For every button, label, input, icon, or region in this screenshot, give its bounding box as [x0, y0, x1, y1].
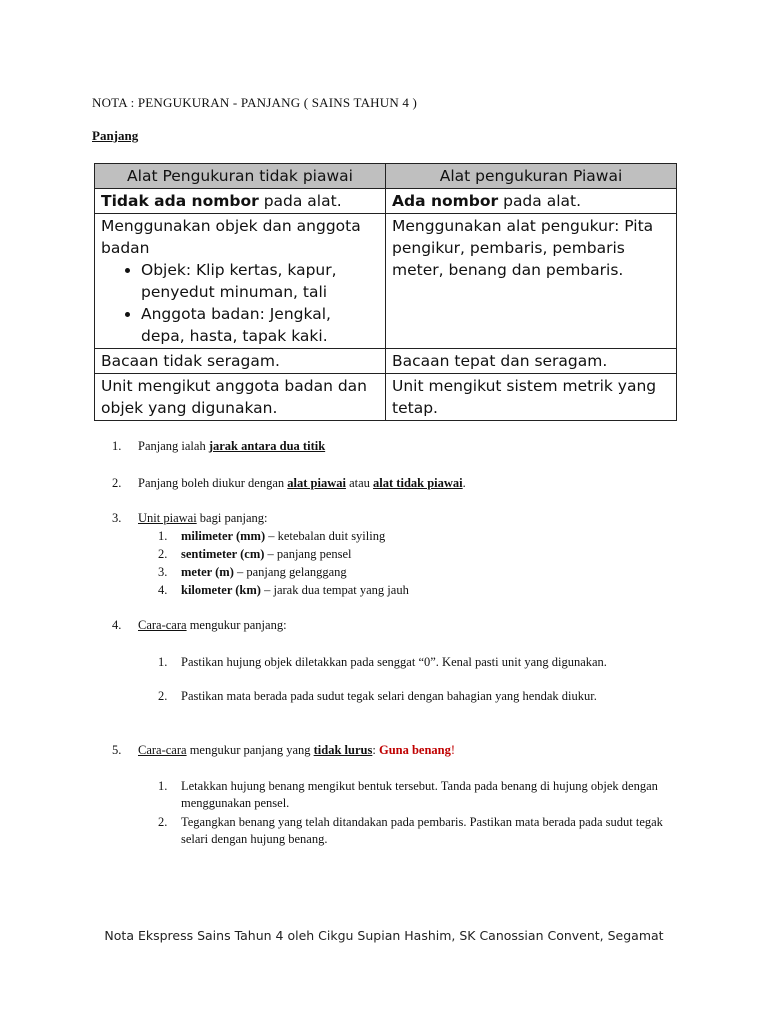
key-term: jarak antara dua titik — [208, 439, 326, 453]
item-number: 4. — [112, 618, 122, 632]
section-heading: Panjang — [92, 128, 139, 143]
table-cell — [95, 189, 386, 214]
bold-text: Ada nombor — [392, 192, 499, 210]
item-text — [181, 546, 678, 563]
header-non-standard: Alat Pengukuran tidak piawai — [95, 164, 386, 189]
list-item: • Anggota badan: Jengkal, depa, hasta, tapak kaki. — [141, 303, 379, 347]
unit-name: milimeter (mm) — [181, 529, 266, 543]
item-number: 3. — [112, 511, 122, 525]
item-number: 4. — [158, 583, 168, 597]
key-term: alat piawai — [287, 476, 346, 490]
table-cell: Unit mengikut sistem metrik yang tetap. — [386, 374, 677, 421]
item-number: 1. — [158, 655, 168, 669]
table-row — [95, 374, 677, 421]
item-number: 1. — [158, 779, 168, 793]
table-cell: Unit mengikut anggota badan dan objek yang digunakan. — [95, 374, 386, 421]
item-number: 1. — [112, 439, 122, 453]
item-number: 2. — [158, 547, 168, 561]
item-number: 3. — [158, 565, 168, 579]
text: Panjang ialah — [138, 439, 209, 453]
comparison-table — [94, 163, 677, 421]
item-text — [138, 475, 672, 492]
item-number: 1. — [158, 529, 168, 543]
table-cell: Menggunakan alat pengukur: Pita pengikur, pembaris, pembaris meter, benang dan pembaris. — [386, 214, 677, 349]
text: : — [372, 743, 379, 757]
item-text: Letakkan hujung benang mengikut bentuk tersebut. Tanda pada benang di hujung objek dengan menggunakan pensel. — [181, 779, 658, 810]
text: – jarak dua tempat yang jauh — [260, 583, 409, 597]
item-text: Pastikan hujung objek diletakkan pada senggat “0”. Kenal pasti unit yang digunakan. — [181, 655, 607, 669]
page-footer: Nota Ekspress Sains Tahun 4 oleh Cikgu Supian Hashim, SK Canossian Convent, Segamat — [104, 928, 664, 943]
text: . — [462, 476, 466, 490]
unit-name: meter (m) — [181, 565, 234, 579]
item-number: 2. — [158, 815, 168, 829]
bullet-list — [101, 259, 379, 347]
key-term: tidak lurus — [313, 743, 373, 757]
table-cell — [95, 214, 386, 349]
text: – ketebalan duit syiling — [265, 529, 386, 543]
text: bagi panjang: — [196, 511, 268, 525]
key-term: Unit piawai — [138, 511, 197, 525]
text: mengukur panjang: — [186, 618, 287, 632]
item-text: Tegangkan benang yang telah ditandakan pada pembaris. Pastikan mata berada pada sudut tegak selari dengan hujung benang. — [181, 815, 663, 846]
table-cell: Bacaan tidak seragam. — [95, 349, 386, 374]
page-title: NOTA : PENGUKURAN - PANJANG ( SAINS TAHUN 4 ) — [92, 95, 418, 110]
text: Panjang boleh diukur dengan — [138, 476, 288, 490]
item-text — [138, 742, 672, 759]
text: – panjang pensel — [264, 547, 352, 561]
highlight-text: Guna benang — [378, 743, 451, 757]
key-term: Cara-cara — [138, 743, 187, 757]
table-row — [95, 189, 677, 214]
bold-text: Tidak ada nombor — [101, 192, 259, 210]
item-text — [138, 617, 672, 634]
item-text: Pastikan mata berada pada sudut tegak selari dengan bahagian yang hendak diukur. — [181, 689, 597, 703]
text: atau — [345, 476, 374, 490]
unit-name: kilometer (km) — [181, 583, 261, 597]
table-row — [95, 214, 677, 349]
cell-text: Menggunakan objek dan anggota badan — [101, 217, 361, 257]
table-header-row — [95, 164, 677, 189]
cell-text: pada alat. — [258, 192, 342, 210]
item-text — [138, 438, 672, 455]
text: mengukur panjang yang — [186, 743, 314, 757]
table-cell: Bacaan tepat dan seragam. — [386, 349, 677, 374]
text: – panjang gelanggang — [233, 565, 347, 579]
item-text — [181, 528, 678, 545]
item-text — [181, 582, 678, 599]
list-item: • Objek: Klip kertas, kapur, penyedut minuman, tali — [141, 259, 379, 303]
item-text — [138, 510, 672, 527]
unit-name: sentimeter (cm) — [181, 547, 265, 561]
exclamation: ! — [450, 743, 456, 757]
item-number: 2. — [158, 689, 168, 703]
key-term: alat tidak piawai — [373, 476, 463, 490]
key-term: Cara-cara — [138, 618, 187, 632]
item-number: 5. — [112, 743, 122, 757]
table-cell — [386, 189, 677, 214]
cell-text: pada alat. — [498, 192, 582, 210]
header-standard: Alat pengukuran Piawai — [386, 164, 677, 189]
item-number: 2. — [112, 476, 122, 490]
table-row — [95, 349, 677, 374]
item-text — [181, 564, 678, 581]
